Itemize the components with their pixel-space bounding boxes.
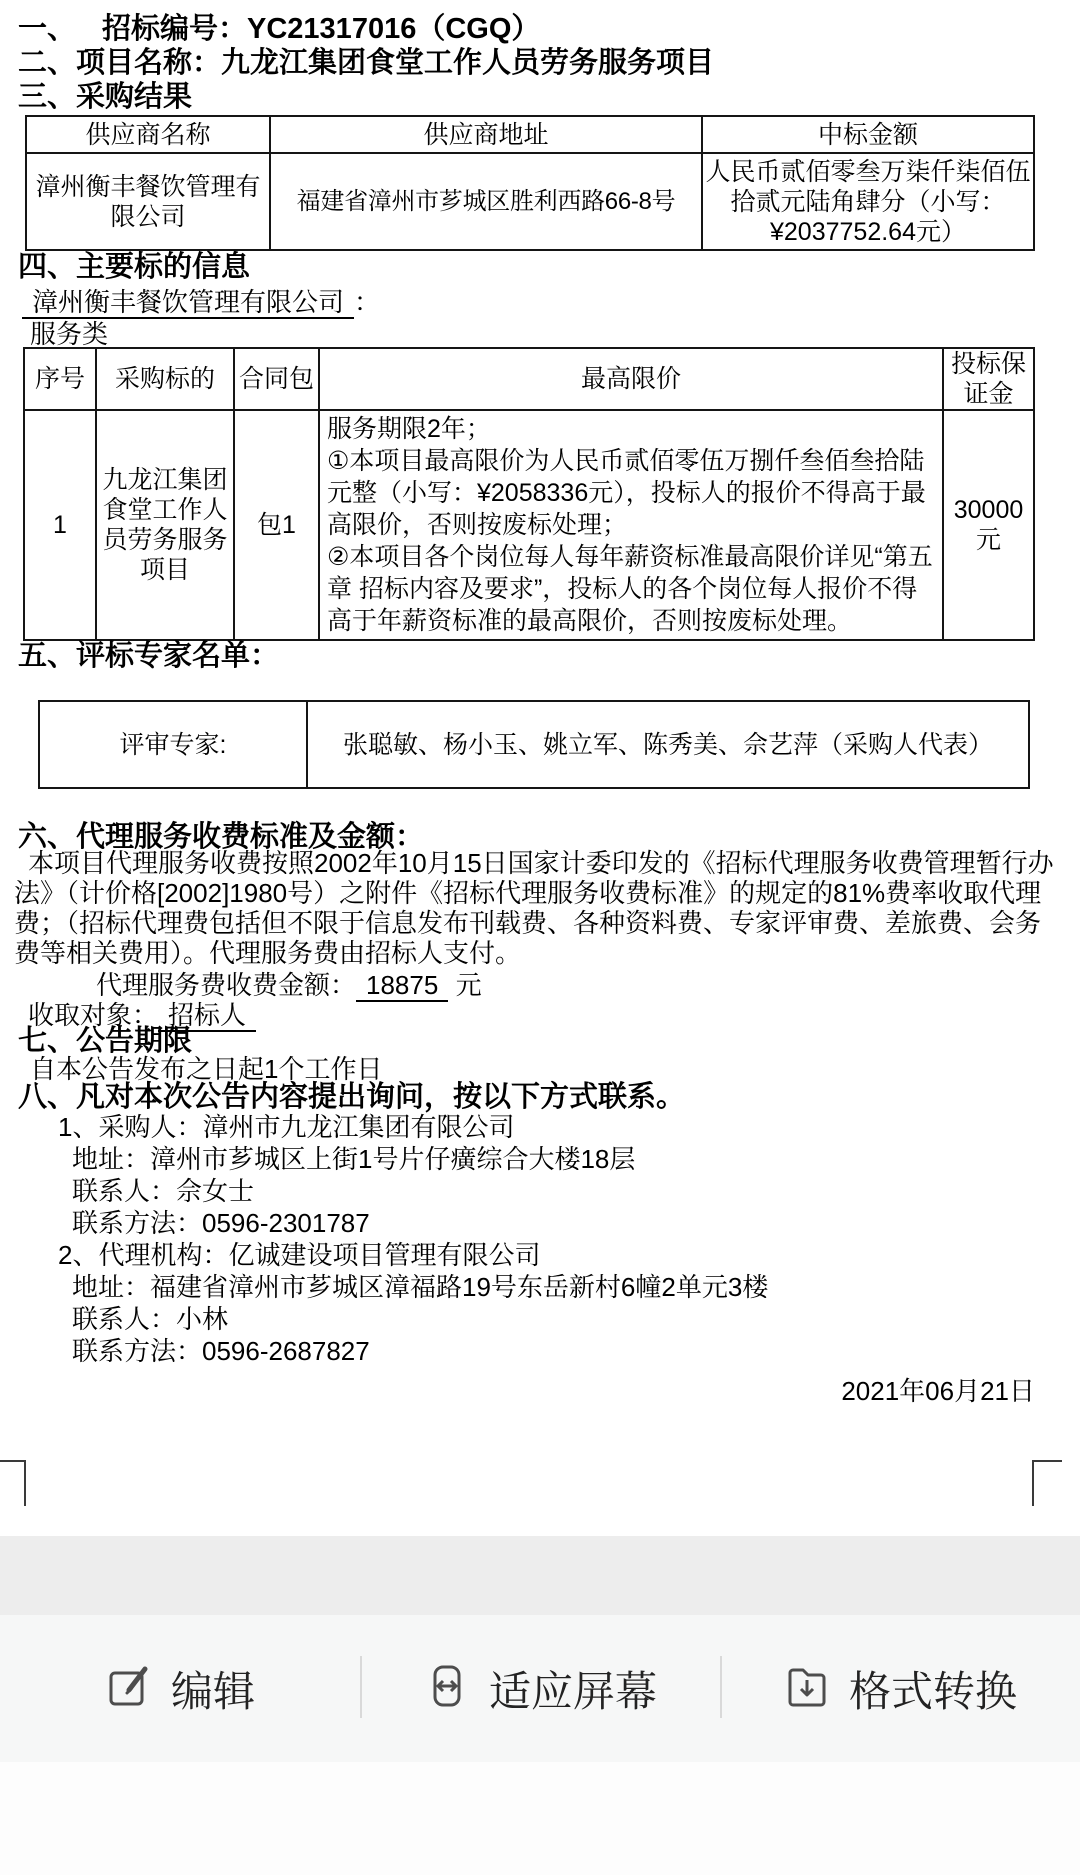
payer-label: 收取对象： [28, 1000, 159, 1030]
section4-company-line [22, 287, 380, 318]
section4-colon: ： [354, 287, 381, 317]
contact-line: 联系方法：0596-2687827 [72, 1336, 370, 1366]
col-header-subject: 采购标的 [96, 348, 234, 410]
price-limit-line3: ②本项目各个岗位每人每年薪资标准最高限价详见“第五章 招标内容及要求”，投标人的各个岗位每人报价不得高于年薪资标准的最高限价，否则按废标处理。 [327, 543, 933, 635]
section6-title: 六、代理服务收费标准及金额： [18, 821, 425, 853]
section4-title: 四、主要标的信息 [18, 251, 251, 283]
col-header-price-limit: 最高限价 [319, 348, 943, 410]
cell-package: 包1 [234, 410, 319, 640]
edit-button[interactable] [0, 1615, 360, 1762]
expert-table [38, 700, 1030, 789]
cell-expert-names: 张聪敏、杨小玉、姚立军、陈秀美、佘艺萍（采购人代表） [307, 701, 1029, 788]
contact-line: 联系人：小林 [72, 1304, 229, 1334]
bottom-toolbar [0, 1615, 1080, 1762]
contact-line: 地址：漳州市芗城区上街1号片仔癀综合大楼18层 [72, 1144, 636, 1174]
format-convert-icon [783, 1662, 831, 1715]
col-header-supplier-name: 供应商名称 [26, 116, 270, 153]
price-limit-line2: ①本项目最高限价为人民币贰佰零伍万捌仟叁佰叁拾陆元整（小写：¥2058336元），投标人的报价不得高于最高限价，否则按废标处理； [327, 447, 926, 539]
table-row [26, 153, 1034, 250]
edit-icon [105, 1662, 153, 1715]
price-limit-line1: 服务期限2年； [327, 415, 491, 443]
fee-label: 代理服务费收费金额： [96, 970, 357, 1000]
subject-info-table [23, 347, 1035, 641]
section8-title: 八、凡对本次公告内容提出询问，按以下方式联系。 [18, 1081, 686, 1113]
cell-supplier-address: 福建省漳州市芗城区胜利西路66-8号 [270, 153, 702, 250]
section7-title: 七、公告期限 [18, 1025, 193, 1057]
format-convert-label: 格式转换 [848, 1667, 1017, 1715]
section7-body: 自本公告发布之日起1个工作日 [30, 1054, 383, 1084]
col-header-award-amount: 中标金额 [702, 116, 1034, 153]
cell-supplier-name: 漳州衡丰餐饮管理有限公司 [26, 153, 270, 250]
col-header-supplier-address: 供应商地址 [270, 116, 702, 153]
cell-seq: 1 [24, 410, 96, 640]
col-header-seq: 序号 [24, 348, 96, 410]
table-row [24, 348, 1034, 410]
fee-unit: 元 [455, 970, 482, 1000]
page-corner-left [0, 1460, 26, 1506]
section4-company: 漳州衡丰餐饮管理有限公司 [22, 287, 354, 319]
format-convert-button[interactable] [720, 1615, 1080, 1762]
cell-bid-bond: 30000元 [943, 410, 1034, 640]
line-procurement-result: 三、采购结果 [18, 81, 193, 113]
line1-prefix: 一、 [18, 13, 77, 45]
contact-line: 2、代理机构：亿诚建设项目管理有限公司 [58, 1240, 541, 1270]
cell-subject: 九龙江集团食堂工作人员劳务服务项目 [96, 410, 234, 640]
page-corner-right [1032, 1460, 1062, 1506]
announcement-date: 2021年06月21日 [841, 1376, 1035, 1406]
col-header-bid-bond: 投标保证金 [943, 348, 1034, 410]
line1-text: 招标编号：YC21317016（CGQ） [102, 13, 541, 45]
cell-price-limit [319, 410, 943, 640]
cell-award-amount: 人民币贰佰零叁万柒仟柒佰伍拾贰元陆角肆分（小写：¥2037752.64元） [702, 153, 1034, 250]
section6-paragraph: 本项目代理服务收费按照2002年10月15日国家计委印发的《招标代理服务收费管理暂行办法》（计价格[2002]1980号）之附件《招标代理服务收费标准》的规定的81%费率收取代理费；（招标代理费包括但不限于信息发布刊载费、各种资料费、专家评审费、差旅费、会务费等相关费用）。代理服务费由招标人支付。 [14, 848, 1054, 968]
procurement-result-table [25, 115, 1035, 251]
table-row [26, 116, 1034, 153]
table-row [24, 410, 1034, 640]
cell-expert-label: 评审专家: [39, 701, 307, 788]
table-row [39, 701, 1029, 788]
contact-line: 联系方法：0596-2301787 [72, 1208, 370, 1238]
section5-title: 五、评标专家名单： [18, 640, 280, 672]
fit-screen-icon [423, 1662, 471, 1715]
android-nav-bar [0, 1762, 1080, 1875]
toolbar-divider [720, 1656, 722, 1718]
toolbar-divider [360, 1656, 362, 1718]
section4-category: 服务类 [30, 319, 109, 349]
line-project-name: 二、项目名称：九龙江集团食堂工作人员劳务服务项目 [18, 47, 715, 79]
payer-value: 招标人 [158, 1000, 256, 1032]
col-header-package: 合同包 [234, 348, 319, 410]
line-tender-number [18, 14, 540, 45]
agency-fee-line [96, 970, 482, 1001]
page-gap-band [0, 1536, 1080, 1615]
fee-value: 18875 [356, 970, 448, 1002]
edit-label: 编辑 [170, 1667, 255, 1715]
contact-line: 地址：福建省漳州市芗城区漳福路19号东岳新村6幢2单元3楼 [72, 1272, 769, 1302]
contact-line: 1、采购人：漳州市九龙江集团有限公司 [58, 1112, 515, 1142]
contact-line: 联系人：佘女士 [72, 1176, 255, 1206]
fit-screen-button[interactable] [360, 1615, 720, 1762]
fit-screen-label: 适应屏幕 [488, 1667, 657, 1715]
